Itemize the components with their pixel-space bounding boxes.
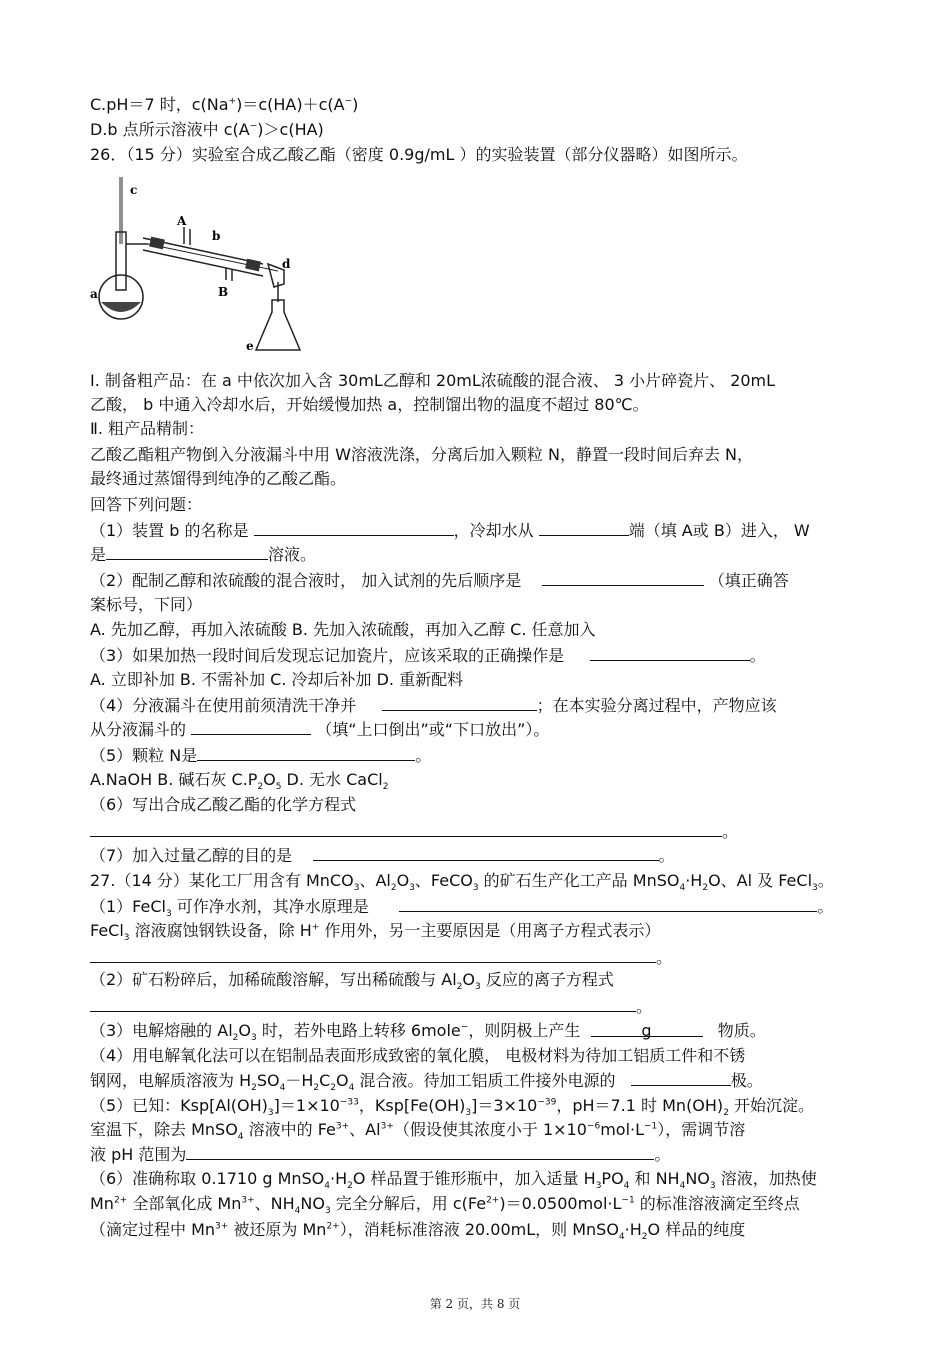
- answer-blank[interactable]: [313, 844, 659, 861]
- q4-line-a: （4）分液漏斗在使用前须清洗干净并 ；在本实验分离过程中，产物应该: [90, 696, 777, 715]
- q5-options: A.NaOH B. 碱石灰 $C.P_2O_5$ D. 无水 CaCl$_2$: [90, 770, 389, 793]
- p1-line-a: （1）FeCl$_3$ 可作净水剂，其净水原理是 。: [90, 897, 834, 920]
- p4-line-b: 钢网，电解质溶液为 $H_2SO_4-H_2C_2O_4$ 混合液。待加工铝质工件接外电源的 极。: [90, 1071, 763, 1094]
- q4-line-b: 从分液漏斗的 （填“上口倒出”或“下口放出”）。: [90, 720, 550, 739]
- answer-blank[interactable]: [186, 1143, 654, 1160]
- p5-line-a: （5）已知：$Ksp[Al(OH)_3]=1\times 10^{-33}$，$Ksp[Fe(OH)_3]=3\times 10^{-39}$，pH＝7.1 时 $Mn(OH)_2$ 开始沉淀。: [90, 1096, 815, 1119]
- label-b: b: [212, 229, 221, 243]
- p5-line-c: 液 pH 范围为 。: [90, 1145, 671, 1164]
- q2-line-a: （2）配制乙醇和浓硫酸的混合液时， 加入试剂的先后顺序是 （填正确答: [90, 571, 789, 590]
- label-a: a: [90, 287, 98, 301]
- answer-blank-grams[interactable]: g: [591, 1020, 703, 1037]
- distillation-apparatus-svg: [88, 172, 303, 362]
- p5-line-b: 室温下，除去 MnSO$_4$ 溶液中的 $Fe^{3+}$、$Al^{3+}$（假设使其浓度小于 $1\times 10^{-6}mol\cdot L^{-1}$），需调节溶: [90, 1120, 746, 1143]
- option-c-line: C.pH＝7 时，c(Na+)＝c(HA)＋c(A−): [90, 95, 359, 114]
- label-A: A: [177, 214, 187, 228]
- p1-answer-line: 。: [90, 946, 880, 969]
- question-26-title: 26．（15 分）实验室合成乙酸乙酯（密度 0.9g/mL ）的实验装置（部分仪器略）如图所示。: [90, 145, 748, 164]
- answer-blank[interactable]: [542, 569, 704, 586]
- q6-line: （6）写出合成乙酸乙酯的化学方程式: [90, 795, 357, 814]
- label-B: B: [218, 285, 229, 299]
- q3-options: A. 立即补加 B. 不需补加 C. 冷却后补加 D. 重新配料: [90, 670, 464, 689]
- p6-line-c: （滴定过程中 $Mn^{3+}$ 被还原为 $Mn^{2+}$），消耗标准溶液 20.00mL，则 $MnSO_4\cdot H_2O$ 样品的纯度: [90, 1220, 746, 1243]
- answer-blank[interactable]: [106, 543, 268, 560]
- answer-blank[interactable]: [197, 744, 415, 761]
- step-2-title: Ⅱ. 粗产品精制：: [90, 419, 205, 438]
- q7-line: （7）加入过量乙醇的目的是 。: [90, 846, 675, 865]
- answer-blank[interactable]: [254, 519, 454, 536]
- label-e: e: [246, 339, 254, 353]
- answer-blank[interactable]: [90, 995, 636, 1012]
- answer-blank[interactable]: [90, 820, 722, 837]
- option-d-line: D.b 点所示溶液中 c(A−)＞c(HA): [90, 120, 324, 139]
- q1-line-a: （1）装置 b 的名称是 ，冷却水从 端（填 A或 B）进入， W: [90, 521, 810, 540]
- p4-line-a: （4）用电解氧化法可以在铝制品表面形成致密的氧化膜， 电极材料为待加工铝质工件和不锈: [90, 1046, 746, 1065]
- answer-blank[interactable]: [539, 519, 629, 536]
- label-c: c: [130, 183, 138, 197]
- step-1-line-a: Ⅰ. 制备粗产品：在 a 中依次加入含 30mL乙醇和 20mL浓硫酸的混合液、 3 小片碎瓷片、 20mL: [90, 371, 776, 390]
- q2-options: A. 先加乙醇，再加入浓硫酸 B. 先加入浓硫酸，再加入乙醇 C. 任意加入: [90, 620, 596, 639]
- label-d: d: [282, 257, 291, 271]
- answer-blank[interactable]: [90, 946, 656, 963]
- p1-line-b: FeCl$_3$ 溶液腐蚀钢铁设备，除 H+ 作用外，另一主要原因是（用离子方程式表示）: [90, 921, 661, 944]
- q1-line-b: 是 溶液。: [90, 545, 317, 564]
- step-2-line-a: 乙酸乙酯粗产物倒入分液漏斗中用 W溶液洗涤，分离后加入颗粒 N，静置一段时间后弃去 N，: [90, 445, 754, 464]
- answer-blank[interactable]: [191, 718, 311, 735]
- page-footer: 第 2 页，共 8 页: [429, 1297, 521, 1311]
- answer-blank[interactable]: [631, 1069, 731, 1086]
- step-2-line-b: 最终通过蒸馏得到纯净的乙酸乙酯。: [90, 469, 347, 488]
- q2-line-b: 案标号，下同）: [90, 595, 203, 614]
- answer-blank[interactable]: [590, 644, 750, 661]
- answer-blank[interactable]: [399, 895, 817, 912]
- p3-line: （3）电解熔融的 $Al_2O_3$ 时，若外电路上转移 6mole−，则阴极上产生 g 物质。: [90, 1021, 766, 1044]
- apparatus-diagram: [88, 172, 303, 362]
- p6-line-b: $Mn^{2+}$ 全部氧化成 $Mn^{3+}$、$NH_4NO_3$ 完全分解后，用 $c(Fe^{2+})=0.0500mol\cdot L^{-1}$ 的标准溶液滴定至终点: [90, 1194, 800, 1217]
- q5-line: （5）颗粒 N是 。: [90, 746, 432, 765]
- question-27-title: 27.（14 分）某化工厂用含有 MnCO$_3$、$Al_2O_3$、FeCO$_3$ 的矿石生产化工产品 $MnSO_4\cdot H_2O$、Al 及 FeCl$_3$。: [90, 871, 834, 894]
- p2-line: （2）矿石粉碎后，加稀硫酸溶解，写出稀硫酸与 $Al_2O_3$ 反应的离子方程式: [90, 970, 614, 993]
- step-1-line-b: 乙酸， b 中通入冷却水后，开始缓慢加热 a，控制馏出物的温度不超过 80℃。: [90, 395, 649, 414]
- q3-line: （3）如果加热一段时间后发现忘记加瓷片，应该采取的正确操作是 。: [90, 646, 766, 665]
- answer-prompt: 回答下列问题：: [90, 495, 203, 514]
- p6-line-a: （6）准确称取 0.1710 g $MnSO_4\cdot H_2O$ 样品置于锥形瓶中，加入适量 $H_3PO_4$ 和 $NH_4NO_3$ 溶液，加热使: [90, 1169, 817, 1192]
- answer-blank[interactable]: [382, 694, 537, 711]
- p2-answer-line: 。: [90, 995, 880, 1018]
- q6-answer-line: 。: [90, 820, 880, 843]
